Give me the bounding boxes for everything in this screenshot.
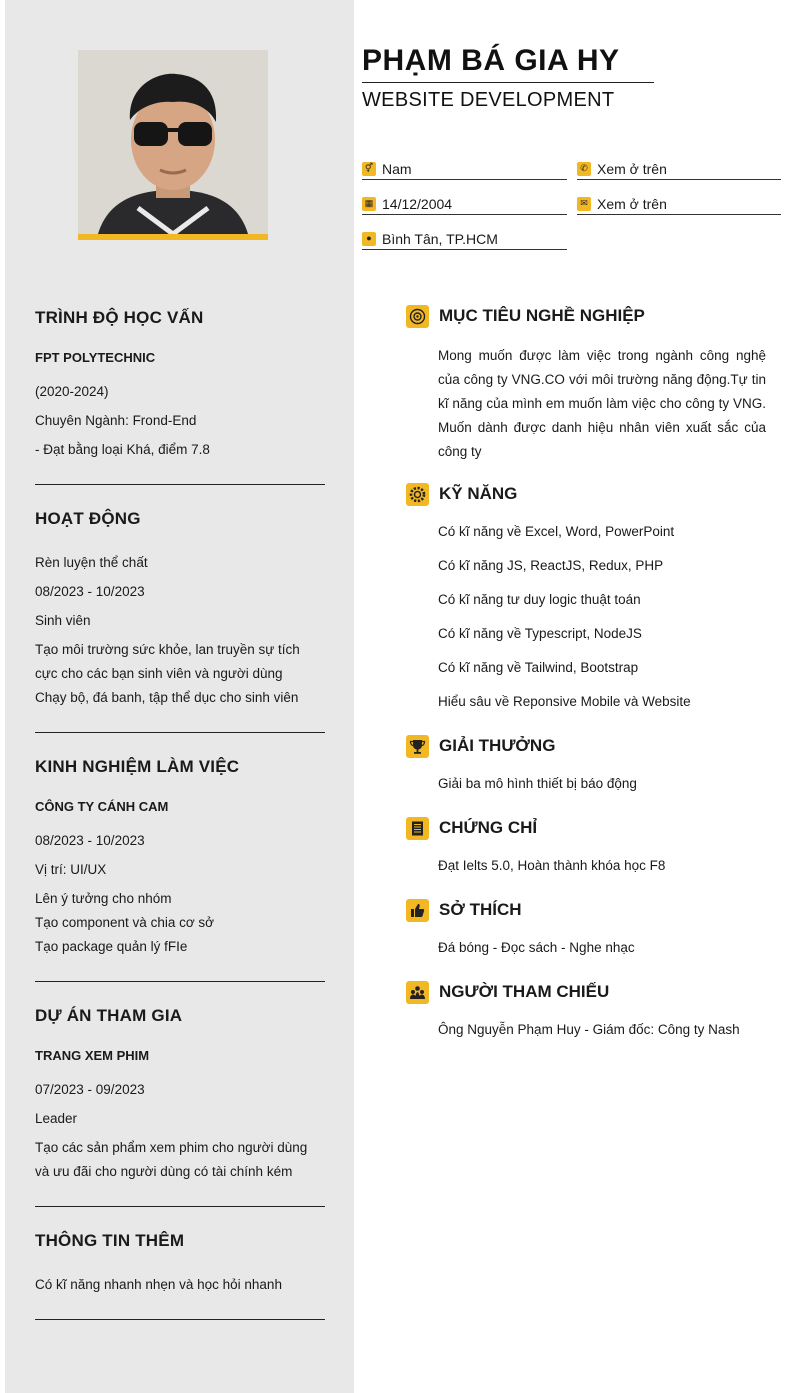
- activity-desc: Chạy bộ, đá banh, tập thể dục cho sinh viên: [35, 690, 299, 705]
- personal-info-right: [577, 158, 781, 215]
- photo-accent-bar: [78, 234, 268, 240]
- job-title: WEBSITE DEVELOPMENT: [362, 89, 615, 111]
- hobbies-title: SỞ THÍCH: [439, 900, 522, 919]
- skill-item: Có kĩ năng về Excel, Word, PowerPoint: [438, 524, 675, 539]
- skill-item: Có kĩ năng về Tailwind, Bootstrap: [438, 660, 639, 675]
- projects-section: [35, 1006, 325, 1184]
- divider: [35, 1319, 325, 1320]
- experience-desc: Tạo package quản lý fFIe: [35, 939, 188, 954]
- certificates-section: [406, 814, 766, 876]
- divider: [35, 981, 325, 982]
- gender-icon: ⚥: [362, 162, 376, 176]
- reference-item: Ông Nguyễn Phạm Huy - Giám đốc: Công ty Nash: [438, 1022, 740, 1037]
- location-icon: ●: [362, 232, 376, 246]
- company-name: CÔNG TY CÁNH CAM: [35, 799, 169, 814]
- education-title: TRÌNH ĐỘ HỌC VẤN: [35, 308, 204, 327]
- skills-section: [406, 480, 766, 712]
- hobbies-section: [406, 896, 766, 958]
- gender-row: [362, 158, 567, 180]
- activities-title: HOẠT ĐỘNG: [35, 509, 141, 528]
- email-value: Xem ở trên: [597, 195, 667, 212]
- divider: [35, 1206, 325, 1207]
- skill-item: Có kĩ năng JS, ReactJS, Redux, PHP: [438, 558, 664, 573]
- objective-section: [406, 302, 766, 464]
- objective-text: Mong muốn được làm việc trong ngành công nghệ của công ty VNG.CO với môi trường năng động.Tự tin kĩ năng của mình em muốn làm việc cho công ty VNG. Muốn dành được danh hiệu nhân viên xuất sắc của công ty: [438, 348, 766, 459]
- right-column: [406, 302, 766, 1054]
- calendar-icon: ▦: [362, 197, 376, 211]
- people-icon: [406, 981, 429, 1004]
- certificates-title: CHỨNG CHỈ: [439, 818, 538, 837]
- skill-item: Hiểu sâu về Reponsive Mobile và Website: [438, 694, 691, 709]
- extra-title: THÔNG TIN THÊM: [35, 1231, 185, 1250]
- phone-icon: ✆: [577, 162, 591, 176]
- activity-period: 08/2023 - 10/2023: [35, 584, 145, 599]
- references-section: [406, 978, 766, 1040]
- skills-title: KỸ NĂNG: [439, 484, 518, 503]
- school-name: FPT POLYTECHNIC: [35, 350, 156, 365]
- divider: [35, 732, 325, 733]
- full-name: PHẠM BÁ GIA HY: [362, 44, 654, 83]
- address-value: Bình Tân, TP.HCM: [382, 230, 498, 247]
- experience-desc: Tạo component và chia cơ sở: [35, 915, 215, 930]
- extra-text: Có kĩ năng nhanh nhẹn và học hỏi nhanh: [35, 1277, 282, 1292]
- gender-value: Nam: [382, 160, 412, 177]
- target-icon: [406, 305, 429, 328]
- education-grade: - Đạt bằng loại Khá, điểm 7.8: [35, 442, 210, 457]
- skill-item: Có kĩ năng tư duy logic thuật toán: [438, 592, 641, 607]
- personal-info-left: [362, 158, 567, 250]
- certificate-icon: [406, 817, 429, 840]
- experience-title: KINH NGHIỆM LÀM VIỆC: [35, 757, 240, 776]
- project-role: Leader: [35, 1111, 78, 1126]
- profile-photo: [78, 50, 268, 240]
- objective-title: MỤC TIÊU NGHỀ NGHIỆP: [439, 306, 645, 325]
- email-row: [577, 193, 781, 215]
- references-title: NGƯỜI THAM CHIẾU: [439, 982, 610, 1001]
- projects-title: DỰ ÁN THAM GIA: [35, 1006, 183, 1025]
- awards-section: [406, 732, 766, 794]
- education-period: (2020-2024): [35, 384, 109, 399]
- experience-desc: Lên ý tưởng cho nhóm: [35, 891, 172, 906]
- left-column: [35, 308, 325, 1344]
- gear-icon: [406, 483, 429, 506]
- project-name: TRANG XEM PHIM: [35, 1048, 150, 1063]
- activities-section: [35, 509, 325, 710]
- experience-period: 08/2023 - 10/2023: [35, 833, 145, 848]
- divider: [35, 484, 325, 485]
- education-section: [35, 308, 325, 462]
- address-row: [362, 228, 567, 250]
- project-period: 07/2023 - 09/2023: [35, 1082, 145, 1097]
- trophy-icon: [406, 735, 429, 758]
- activity-name: Rèn luyện thể chất: [35, 555, 148, 570]
- skill-item: Có kĩ năng về Typescript, NodeJS: [438, 626, 642, 641]
- experience-section: [35, 757, 325, 959]
- certificate-item: Đạt Ielts 5.0, Hoàn thành khóa học F8: [438, 858, 666, 873]
- extra-section: [35, 1231, 325, 1297]
- education-major: Chuyên Ngành: Frond-End: [35, 413, 197, 428]
- phone-value: Xem ở trên: [597, 160, 667, 177]
- mail-icon: ✉: [577, 197, 591, 211]
- award-item: Giải ba mô hình thiết bị báo động: [438, 776, 637, 791]
- activity-role: Sinh viên: [35, 613, 91, 628]
- activity-desc: Tạo môi trường sức khỏe, lan truyền sự tích cực cho các bạn sinh viên và người dùng: [35, 642, 300, 681]
- experience-position: Vị trí: UI/UX: [35, 862, 107, 877]
- hobby-item: Đá bóng - Đọc sách - Nghe nhạc: [438, 940, 635, 955]
- thumbs-up-icon: [406, 899, 429, 922]
- awards-title: GIẢI THƯỞNG: [439, 736, 556, 755]
- birthday-row: [362, 193, 567, 215]
- avatar: [78, 50, 268, 234]
- header: [362, 44, 654, 112]
- project-desc: Tạo các sản phẩm xem phim cho người dùng và ưu đãi cho người dùng có tài chính kém: [35, 1140, 308, 1179]
- birthday-value: 14/12/2004: [382, 195, 453, 212]
- phone-row: [577, 158, 781, 180]
